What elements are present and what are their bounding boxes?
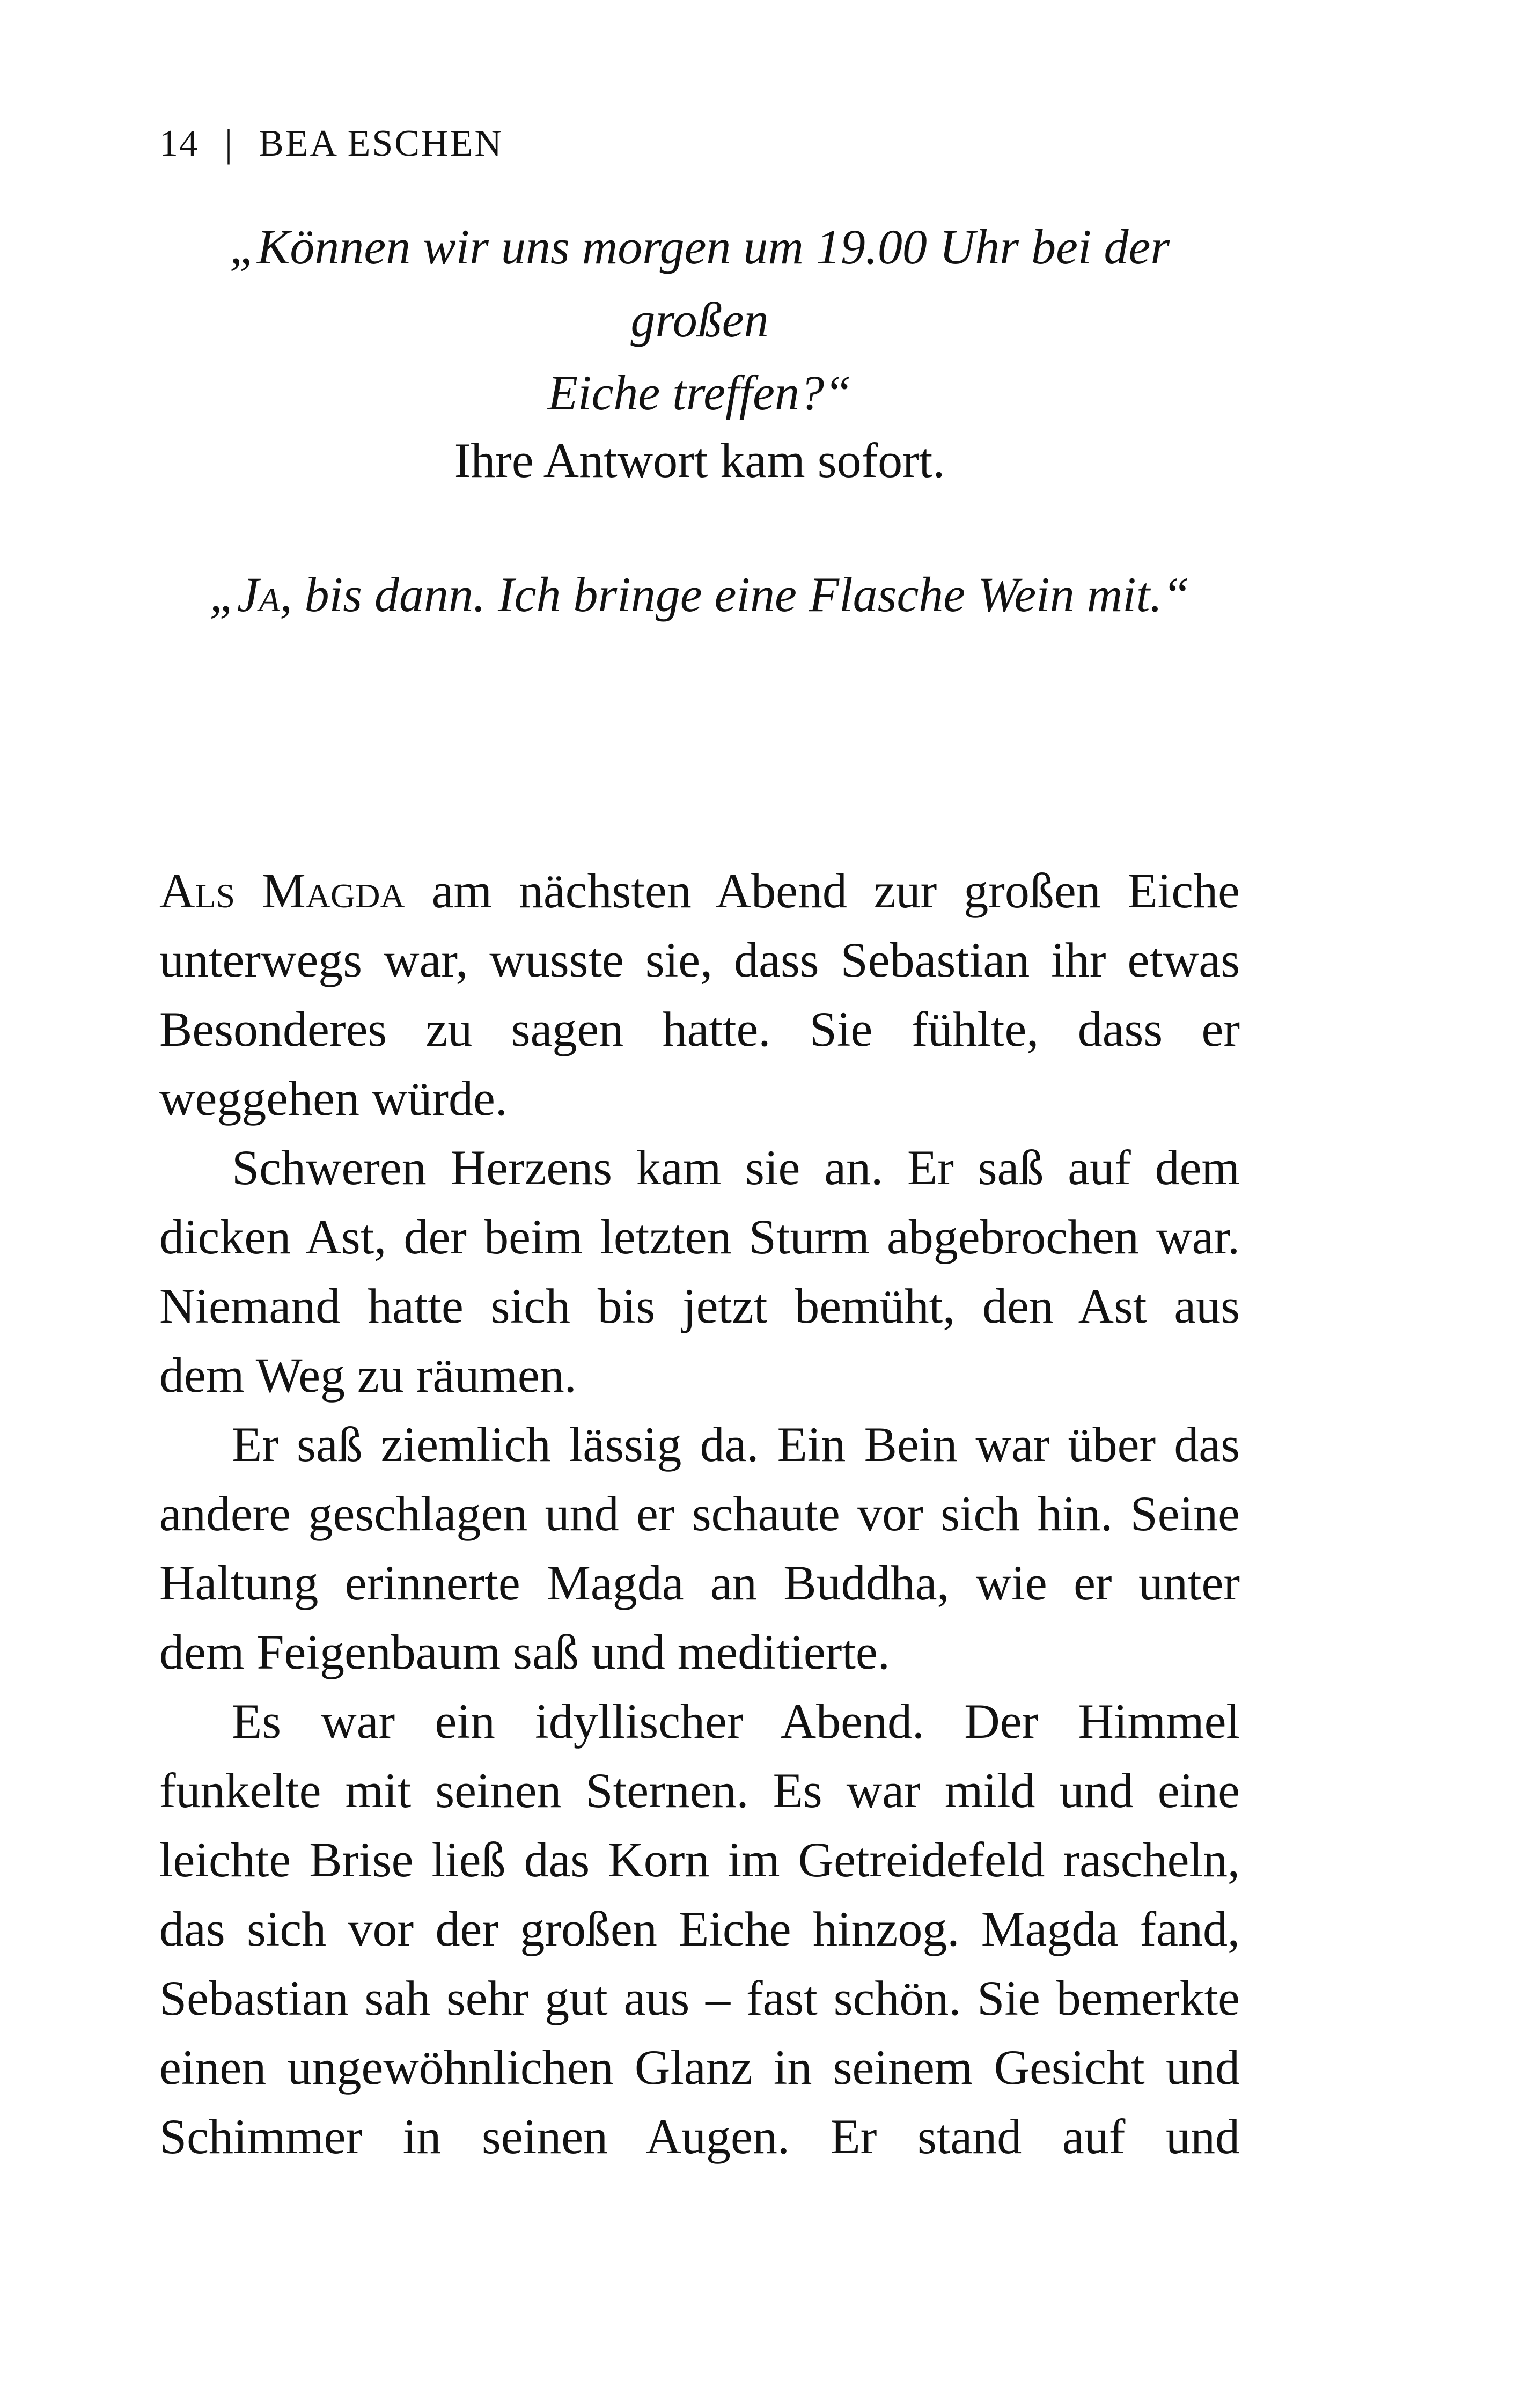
body-line-p2-4: dem Weg zu räumen. [159,1348,577,1403]
book-author: BEA ESCHEN [259,123,503,164]
body-line-p1-4: weggehen würde. [159,1071,508,1126]
narration-line: Ihre Antwort kam sofort. [454,433,945,488]
dialogue-quote-2 [159,562,1240,627]
paragraph-smallcaps-lead: Als Magda [159,863,405,918]
body-line-p2-1: Schweren Herzens kam sie an. Er saß auf dem [232,1140,1240,1195]
quote-1-line-1: „Können wir uns morgen um 19.00 Uhr bei der großen [229,219,1170,347]
page-header [159,122,503,165]
body-line-p4-5: Sebastian sah sehr gut aus – fast schön. Sie bemerkte [159,1971,1240,2025]
body-line-p4-3: leichte Brise ließ das Korn im Getreidefeld rascheln, [159,1832,1240,1887]
body-line-p4-1: Es war ein idyllischer Abend. Der Himmel [232,1694,1240,1749]
dialogue-quote-1 [159,210,1240,429]
body-line-p3-1: Er saß ziemlich lässig da. Ein Bein war über das [232,1417,1240,1472]
body-line-p3-3: Haltung erinnerte Magda an Buddha, wie er unter [159,1555,1240,1610]
body-line-p2-2: dicken Ast, der beim letzten Sturm abgebrochen war. [159,1209,1240,1264]
page-number: 14 [159,123,199,164]
body-line-p4-7: Schimmer in seinen Augen. Er stand auf und [159,2109,1240,2164]
body-text [159,856,1240,2171]
body-line-p1-3: Besonderes zu sagen hatte. Sie fühlte, dass er [159,1002,1240,1056]
body-line-p2-3: Niemand hatte sich bis jetzt bemüht, den Ast aus [159,1279,1240,1333]
quote-2-rest: , bis dann. Ich bringe eine Flasche Wein mit.“ [280,567,1190,622]
body-line-p4-2: funkelte mit seinen Sternen. Es war mild und eine [159,1763,1240,1818]
quote-1-line-2: Eiche treffen?“ [547,365,852,420]
header-separator: | [225,122,233,165]
body-line-p1-1 [159,856,1240,926]
body-line-rest: am nächsten Abend zur großen Eiche [405,863,1240,918]
quote-2-smallcaps-lead: „Ja [209,567,280,622]
body-line-p4-6: einen ungewöhnlichen Glanz in seinem Gesicht und [159,2040,1240,2095]
body-line-p4-4: das sich vor der großen Eiche hinzog. Magda fand, [159,1902,1240,1956]
body-line-p3-2: andere geschlagen und er schaute vor sich hin. Seine [159,1486,1240,1541]
body-line-p3-4: dem Feigenbaum saß und meditierte. [159,1625,890,1679]
body-line-p1-2: unterwegs war, wusste sie, dass Sebastian ihr etwas [159,933,1240,987]
